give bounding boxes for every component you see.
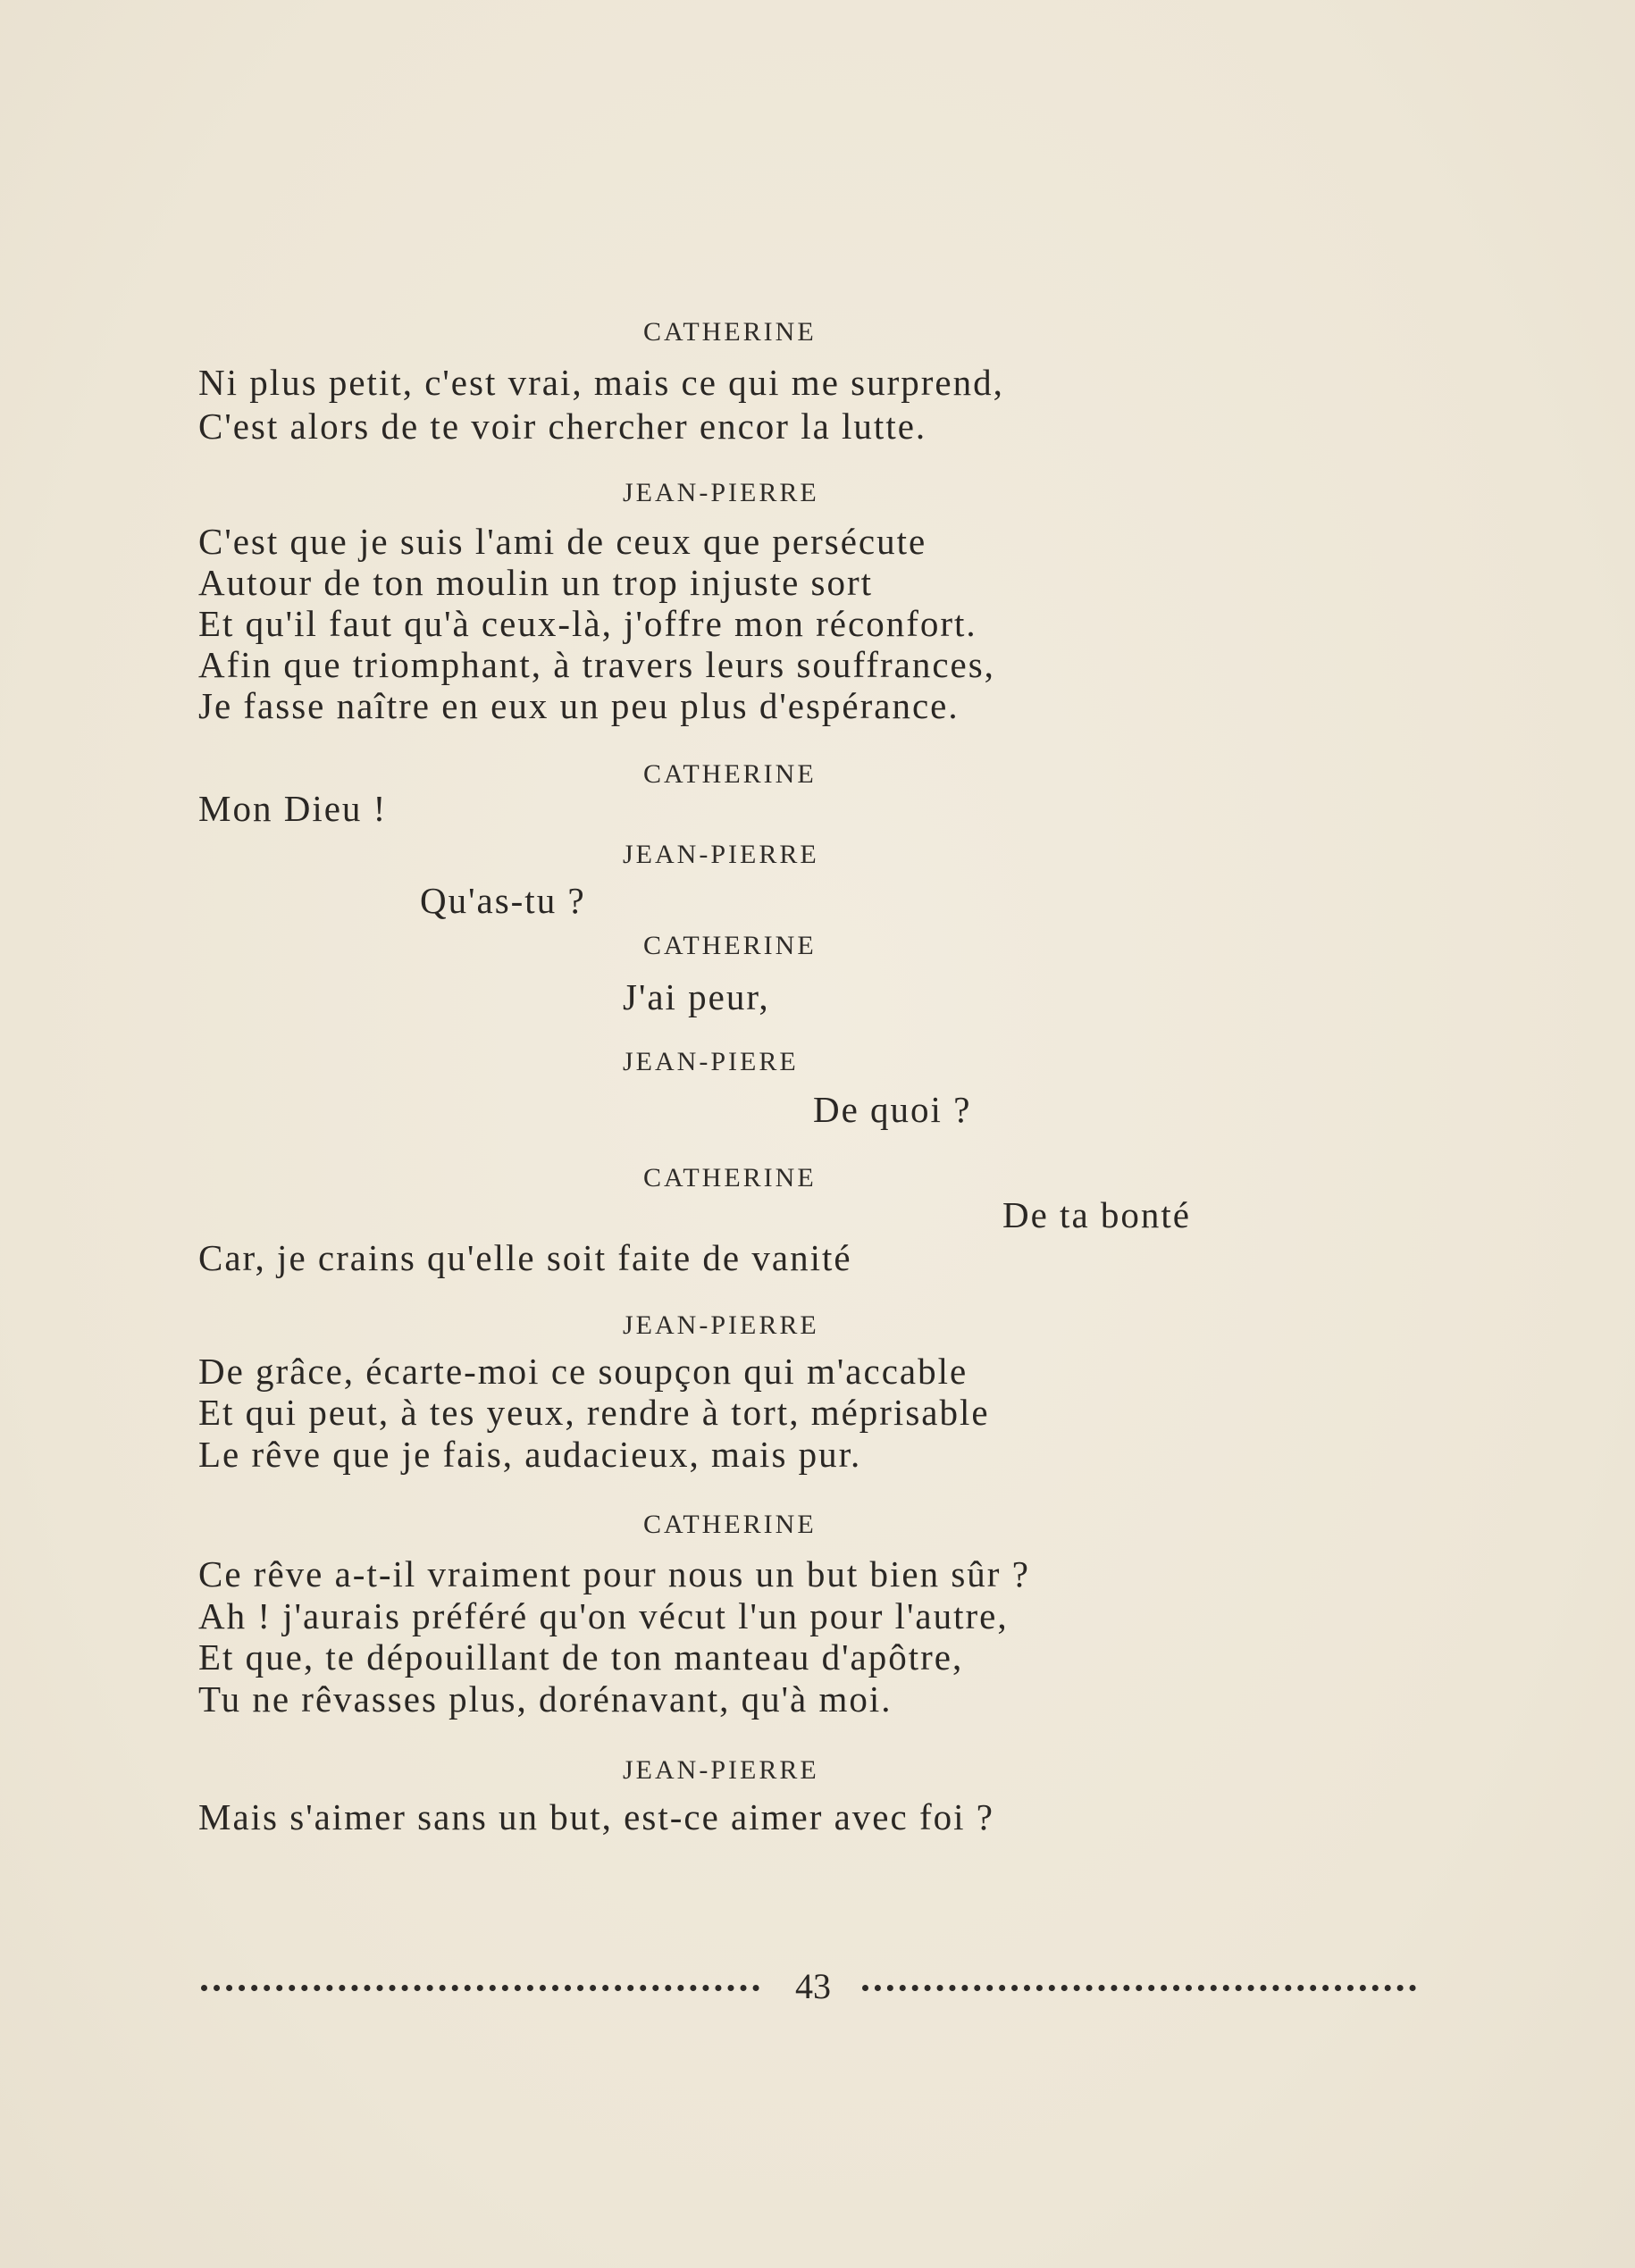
speaker-name: JEAN-PIERE [623, 1047, 799, 1076]
verse-line: Mon Dieu ! [198, 788, 388, 829]
verse-line: Ah ! j'aurais préféré qu'on vécut l'un pour l'autre, [198, 1595, 1009, 1636]
dotted-rule-right [862, 1985, 1416, 1991]
verse-line: Tu ne rêvasses plus, dorénavant, qu'à moi. [198, 1678, 893, 1720]
verse-line: Qu'as-tu ? [420, 880, 586, 921]
speaker-name: CATHERINE [643, 317, 817, 347]
verse-line: Ce rêve a-t-il vraiment pour nous un but bien sûr ? [198, 1553, 1030, 1594]
verse-line: Ni plus petit, c'est vrai, mais ce qui me surprend, [198, 362, 1004, 403]
speaker-name: CATHERINE [643, 1163, 817, 1193]
verse-line: De ta bonté [1002, 1194, 1191, 1235]
verse-line: Et que, te dépouillant de ton manteau d'apôtre, [198, 1636, 964, 1678]
verse-line: De grâce, écarte-moi ce soupçon qui m'accable [198, 1351, 968, 1392]
dotted-rule-left [201, 1985, 759, 1991]
speaker-name: JEAN-PIERRE [623, 478, 819, 507]
speaker-name: CATHERINE [643, 759, 817, 789]
verse-line: Je fasse naître en eux un peu plus d'espérance. [198, 685, 960, 726]
verse-line: Car, je crains qu'elle soit faite de vanité [198, 1237, 852, 1278]
verse-line: Mais s'aimer sans un but, est-ce aimer avec foi ? [198, 1796, 994, 1837]
verse-line: De quoi ? [813, 1089, 972, 1130]
page-number: 43 [795, 1966, 831, 2006]
verse-line: Le rêve que je fais, audacieux, mais pur. [198, 1434, 862, 1475]
speaker-name: JEAN-PIERRE [623, 1310, 819, 1340]
verse-line: C'est que je suis l'ami de ceux que persécute [198, 521, 927, 562]
speaker-name: JEAN-PIERRE [623, 840, 819, 869]
verse-line: Et qu'il faut qu'à ceux-là, j'offre mon réconfort. [198, 603, 977, 644]
verse-line: Afin que triomphant, à travers leurs souffrances, [198, 644, 995, 685]
verse-line: C'est alors de te voir chercher encor la lutte. [198, 406, 927, 447]
speaker-name: CATHERINE [643, 1510, 817, 1539]
verse-line: Et qui peut, à tes yeux, rendre à tort, méprisable [198, 1392, 990, 1433]
speaker-name: JEAN-PIERRE [623, 1755, 819, 1785]
verse-line: J'ai peur, [623, 976, 770, 1017]
speaker-name: CATHERINE [643, 931, 817, 960]
verse-line: Autour de ton moulin un trop injuste sort [198, 562, 874, 603]
page-footer [201, 1965, 1416, 2010]
